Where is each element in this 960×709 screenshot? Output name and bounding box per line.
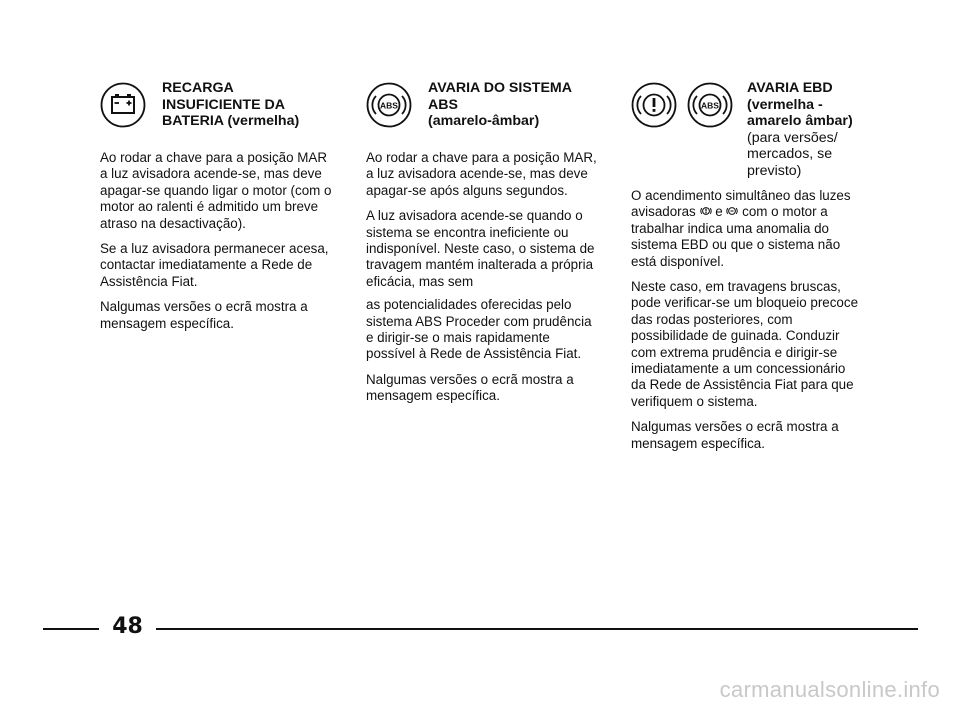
watermark: carmanualsonline.info [719, 677, 940, 702]
footer-rule-left [43, 628, 99, 630]
paragraph: Nalgumas versões o ecrã mostra a mensagem específica. [631, 419, 839, 451]
paragraph: as potencialidades oferecidas pelo sistema ABS Proceder com prudência e dirigir-se o mais rapidamente possível à Rede de Assistência Fiat. [366, 297, 592, 362]
abs-icon-label: ABS [701, 100, 719, 111]
paragraph: O acendimento simultâneo das luzes avisadoras e com o motor a trabalhar indica uma anomalia do sistema EBD ou que o sistema não está disponível. [631, 188, 851, 269]
section-title: AVARIA EBD (vermelha - amarelo âmbar) (para versões/ mercados, se previsto) [747, 80, 853, 179]
section-title: RECARGA INSUFICIENTE DA BATERIA (vermelha) [162, 80, 300, 129]
brake-warning-icon [631, 82, 677, 128]
paragraph: Nalgumas versões o ecrã mostra a mensagem específica. [100, 299, 308, 331]
abs-icon-label: ABS [380, 100, 398, 111]
section-header [366, 80, 598, 150]
footer-rule-right [156, 628, 918, 630]
battery-icon [100, 82, 146, 128]
abs-icon [726, 205, 738, 217]
section-abs [366, 80, 598, 414]
paragraph: Se a luz avisadora permanecer acesa, contactar imediatamente a Rede de Assistência Fiat. [100, 241, 329, 289]
section-header [100, 80, 332, 150]
abs-icon [366, 82, 412, 128]
page-number: 48 [112, 614, 143, 639]
section-title: AVARIA DO SISTEMA ABS (amarelo-âmbar) [428, 80, 572, 129]
paragraph: Ao rodar a chave para a posição MAR a luz avisadora acende-se, mas deve apagar-se quando ligar o motor (com o motor ao ralenti é admitido um breve atraso na desactivação). [100, 150, 332, 231]
paragraph: Ao rodar a chave para a posição MAR, a luz avisadora acende-se, mas deve apagar-se após alguns segundos. [366, 150, 597, 198]
section-ebd [631, 80, 863, 460]
section-body [100, 150, 332, 332]
abs-icon [687, 82, 733, 128]
section-battery [100, 80, 332, 341]
paragraph: Nalgumas versões o ecrã mostra a mensagem específica. [366, 371, 574, 404]
section-body [366, 150, 598, 405]
paragraph: A luz avisadora acende-se quando o sistema se encontra ineficiente ou indisponível. Neste caso, o sistema de travagem mantém inalterada a própria eficácia, mas sem [366, 208, 595, 289]
brake-warning-icon [700, 205, 712, 217]
section-body [631, 188, 863, 461]
paragraph: Neste caso, em travagens bruscas, pode verificar-se um bloqueio precoce das rodas posteriores, com possibilidade de guinada. Conduzir com extrema prudência e dirigir-se imediatamente a um concessionário da Rede de Assistência Fiat para que verifiquem o sistema. [631, 279, 859, 409]
